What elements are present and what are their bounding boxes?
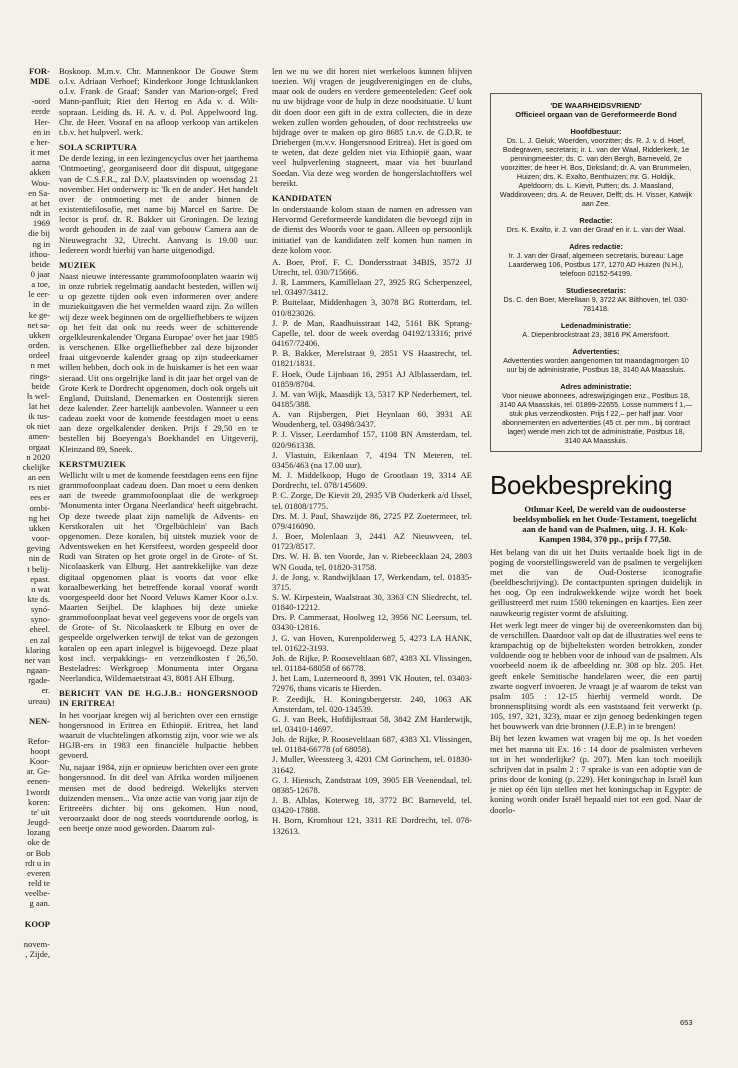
- masthead-sections: [499, 127, 693, 445]
- strip-fragment: voor-: [31, 533, 50, 544]
- eritrea-continued: [272, 66, 472, 188]
- strip-fragment: Refor-: [27, 735, 50, 746]
- masthead-section-heading: Advertenties:: [572, 347, 620, 356]
- candidate-address: Drs. P. Cammeraat, Hoolweg 12, 3956 NC Leersum, tel. 03430-12816.: [272, 612, 472, 633]
- strip-spacer: [0, 929, 50, 939]
- strip-fragment: nin de: [28, 553, 50, 564]
- candidate-address: M. J. Middelkoop, Hugo de Grootlaan 19, 3314 AE Dordrecht, tel. 078/145609.: [272, 470, 472, 491]
- review-paragraph: Het werk legt meer de vinger bij de overeenkomsten dan bij de verschillen. Daardoor valt op dat de illustraties wel eens te krampachtig op de bijbelteksten worden betrokken, zonder voldoende oog te hebben voor de inhoud van de psalmen. Als voorbeeld noem ik de afbeelding nr. 308 op blz. 205. Het geeft enkele Semitische handelaren weer, die een partij zwarte oogverf invoeren. Je vraagt je af waarom de tekst van psalm 105 : 12-15 hierbij vermeld wordt. De bronnensplitsing wordt als een vaststaand feit verwerkt (p. 105, 197, 321, 323), maar er zijn genoeg bedenkingen tegen het bouwwerk van drie bronnen (J.E.P.) in te brengen!: [490, 619, 702, 732]
- section-heading: KERSTMUZIEK: [59, 458, 127, 469]
- candidate-address: J. de Jong, v. Randwijklaan 17, Werkendam, tel. 01835-3715.: [272, 571, 472, 592]
- paragraph: Nu, najaar 1984, zijn er opnieuw berichten over een grote hongersnood. In dit deel van Afrika worden miljoenen mensen met de dood bedreigd. Wekelijks sterven duizenden mensen... Via onze actie van vorig jaar zijn de Eritreeërs dichter bij ons gekomen. Hun nood, veroorzaakt door de nog steeds voortdurende oorlog, is een beetje onze nood geworden. Daarom zul-: [59, 762, 258, 834]
- strip-fragment: rs niet: [28, 482, 50, 493]
- strip-fragment: geving: [26, 543, 50, 554]
- masthead-section-text: Voor nieuwe abonnees, adreswijzigingen enz., Postbus 18, 3140 AA Maassluis, tel. 01899-22655. Losse nummers f 1,— stuk plus verzendkosten. Prijs f 22,– per half jaar. Voor abonnementen en advertenties (45 ct. per mm., bij contract lager) wende men zich tot de administratie, Postbus 18, 3140 AA Maassluis.: [499, 391, 693, 445]
- strip-fragment: ckelijke: [22, 461, 50, 472]
- strip-fragment: rings-: [29, 370, 50, 381]
- strip-fragment: 0 jaar: [30, 268, 50, 279]
- strip-fragment: oke de: [27, 837, 50, 848]
- strip-fragment: 1wordt: [25, 786, 50, 797]
- candidate-address: G. J. Hiensch, Zandstraat 109, 3905 EB Veenendaal, tel. 08385-12678.: [272, 774, 472, 795]
- candidate-address: H. Born, Kromhout 121, 3311 RE Dordrecht, tel. 078-132613.: [272, 815, 472, 836]
- strip-fragment: , Zijde,: [25, 948, 50, 959]
- strip-fragment: t belij-: [27, 563, 50, 574]
- masthead-section-heading: Adres administratie:: [560, 382, 632, 391]
- candidate-address: J. Boer, Molenlaan 3, 2441 AZ Nieuwveen, tel. 01723/8517.: [272, 531, 472, 552]
- column-1: [59, 66, 258, 1011]
- strip-fragment: Her-: [34, 116, 50, 127]
- strip-fragment: en in: [33, 126, 50, 137]
- review-paragraph: Bij het lezen kwamen wat vragen bij me op. Is het voeden met het manna uit Ex. 16 : 14 door de psalmisten verheven tot in het wonderlijke? (p. 207). Men kan toch moeilijk schrijven dat in psalm 2 : 7 sprake is van een adoptie van de prins door de koning (p. 229). Het koningschap in Israël kun je niet op één lijn stellen met het koningschap in Egypte: de koning wordt onder Israël bepaald niet tot een god. Naar de doorlo-: [490, 733, 702, 815]
- strip-fragment: die bij: [28, 228, 50, 239]
- strip-fragment: ng in: [32, 238, 50, 249]
- strip-fragment: orgaat: [28, 441, 50, 452]
- strip-fragment: ke ge-: [28, 309, 50, 320]
- masthead-section-text: Ir. J. van der Graaf, algemeen secretaris, bureau: Lage Laarderweg 106, Postbus 177, 1270 AD Huizen (N.H.), telefoon 02152-54199.: [508, 251, 684, 278]
- strip-fragment: ls wel-: [26, 390, 50, 401]
- strip-fragment: ithou-: [29, 248, 50, 259]
- strip-fragment: akken: [29, 167, 50, 178]
- strip-fragment: ik tus-: [28, 411, 50, 422]
- strip-fragment: synó-: [30, 604, 50, 615]
- candidate-address: P. J. Visser, Leerdamhof 157, 1108 BN Amsterdam, tel. 020/961338.: [272, 429, 472, 450]
- candidate-address: J. P. de Man, Raadhuisstraat 142, 5161 BK Sprang-Capelle, tel. door de week overdag 04192/13316; privé 04167/72406.: [272, 317, 472, 349]
- strip-fragment: ner van: [24, 654, 50, 665]
- strip-fragment: ureau): [28, 695, 50, 706]
- candidate-address: J. het Lam, Luzerneoord 8, 3991 VK Houten, tel. 03403-72976, thans vicaris te Hierden.: [272, 673, 472, 694]
- masthead-section-heading: Ledenadministratie:: [560, 321, 632, 330]
- strip-fragment: NEN-: [28, 715, 50, 726]
- strip-spacer: [0, 86, 50, 96]
- strip-fragment: n wat: [31, 583, 50, 594]
- strip-fragment: it met: [30, 147, 50, 158]
- strip-fragment: beide: [31, 380, 50, 391]
- section-heading: MUZIEK: [59, 259, 97, 270]
- strip-fragment: ndt in: [30, 208, 50, 219]
- strip-fragment: Wou-: [31, 177, 50, 188]
- strip-fragment: -oord: [31, 96, 50, 107]
- review-book-info: Othmar Keel, De wereld van de oudoosterse beeldsymboliek en het Oude-Testament, toegelicht aan de hand van de Psalmen, uitg. J. H. Kok-Kampen 1984, 370 pp., prijs f 77,50.: [513, 504, 697, 545]
- strip-fragment: ombi-: [29, 502, 50, 513]
- strip-fragment: ukken: [28, 329, 50, 340]
- strip-fragment: hoopt: [30, 746, 50, 756]
- candidate-address: P. Zeedijk, H. Koningsbergerstr. 240, 1063 AK Amsterdam, tel. 020-134539.: [272, 693, 472, 714]
- masthead-title: 'DE WAARHEIDSVRIEND': [550, 101, 642, 110]
- strip-fragment: 1969: [32, 218, 50, 229]
- strip-fragment: n met: [30, 360, 50, 371]
- strip-fragment: ees er: [30, 492, 50, 503]
- strip-fragment: eenen-: [27, 776, 50, 787]
- candidate-address: J. R. Lammers, Kamillelaan 27, 3925 RG Scherpenzeel, tel. 03497/3412.: [272, 277, 472, 298]
- strip-fragment: ar. Ge-: [26, 766, 50, 777]
- strip-fragment: reld te: [28, 878, 50, 889]
- review-body: [490, 547, 702, 815]
- candidate-address: S. W. Kirpestein, Waalstraat 30, 3363 CN Sliedrecht, tel. 01840-12212.: [272, 591, 472, 613]
- strip-fragment: e her-: [30, 136, 50, 147]
- strip-fragment: g aan.: [29, 898, 50, 909]
- masthead-section-heading: Hoofdbestuur:: [570, 127, 622, 136]
- candidate-address: Joh. de Rijke, P. Rooseveltlaan 687, 4383 XL Vlissingen, tel. 01184-66778 (of 68058).: [272, 734, 472, 755]
- strip-fragment: a toe,: [31, 279, 50, 290]
- strip-fragment: orden.: [28, 340, 50, 351]
- strip-fragment: eheel.: [29, 624, 50, 635]
- column-3: [490, 66, 702, 1056]
- paragraph: In het voorjaar kregen wij al berichten over een ernstige hongersnood in Eritrea en Ethiopië. Eritrea, het land waaruit de vluchtelingen afkomstig zijn, voor wie we als HGJB-ers in 1983 een financiële hulpactie hebben gevoerd.: [59, 709, 258, 761]
- masthead-subtitle: Officieel orgaan van de Gereformeerde Bond: [515, 110, 677, 119]
- strip-fragment: lozang: [27, 827, 50, 838]
- page-number: 653: [680, 1018, 693, 1027]
- masthead-section-text: A. Diepenbrockstraat 23, 3816 PK Amersfoort.: [522, 330, 670, 339]
- strip-fragment: Koor-: [29, 756, 50, 767]
- paragraph: Naast nieuwe interessante grammofoonplaten waarin wij in onze rubriek regelmatig aandacht besteden, willen wij u op gezette tijden ook even informeren over andere muziekuitgaven die het vermelden waard zijn. Zo willen wij deze week beginnen om de orgelliefhebbers te wijzen op het feit dat ook nu reeds weer de schitterende orgelkleurenkalender 'Organa Europae' over het jaar 1985 is verschenen. Elke orgelliefhebber zal deze bijzonder fraai uitgevoerde kalender graag op zijn studeerkamer willen hebben, doch ook in de huiskamer is het een waar sieraad. Uit ons orgelrijke land is dit jaar het orgel van de Grote Kerk te Dordrecht opgenomen, doch ook orgels uit England, Duitsland, Denemarken en Oostenrijk sieren deze kalender. Zeer hartelijk aanbevolen. Wanneer u een cadeau zoekt voor de komende feestdagen moet u eens aan deze orgelkalender denken. Prijs f 29,50 en te bestellen bij Boeyenga's Boekhandel en Uitgeverij, Kleinzand 89, Sneek.: [59, 270, 258, 454]
- strip-fragment: er.: [41, 685, 50, 696]
- strip-fragment: epast.: [30, 573, 50, 584]
- paragraph: Wellicht wilt u met de komende feestdagen eens een fijne grammofoonplaat cadeau doen. Dan moet u eens denken aan de tweede grammofoonplaat die de werkgroep 'Monumenta inter Organa Neerlandica' heeft uitgebracht. Op deze tweede plaat zijn namelijk de Advents- en Kerstkoralen uit het 'Orgelbüchlein' van Bach opgenomen. Deze koralen, bij uitstek muziek voor de Adventsweken en het Kerstfeest, worden gespeeld door Rudi van Straten op het grote orgel in de Grote- of St. Nicolaaskerk van Elburg. Het aantrekkelijke van deze digitaal opgenomen plaat is voorts dat voor elke koraalbewerking het betreffende koraal vooraf wordt voorgespeeld door het Noord Veluws Kamer Koor o.l.v. Maarten Seijbel. De klaphoes bij deze unieke grammofoonplaat bevat veel gegevens voor de orgels van de Grote- of St. Nicolaaskerk te Elburg en over de gespeelde orgelwerken terwijl de tekst van de gezongen koralen op een apart inlegvel is bijgevoegd. Deze plaat kost incl. verpakkings- en verzendkosten f 26,50. Besteladres: Werkgroep Monumenta inter Organa Neerlandica, Wildemaetstraat 43, 8081 AH Elburg.: [59, 469, 258, 684]
- candidate-address: A. Boer, Prof. F. C. Dondersstraat 34BIS, 3572 JJ Utrecht, tel. 030/715666.: [272, 256, 472, 277]
- strip-fragment: aarna: [31, 157, 50, 168]
- strip-fragment: ukken: [28, 522, 50, 533]
- candidate-address: Drs. W. H. B. ten Voorde, Jan v. Riebeecklaan 24, 2803 WN Gouda, tel. 01820-31758.: [272, 551, 472, 572]
- candidate-address: P. C. Zorge, De Kievit 20, 2935 VB Ouderkerk a/d IJssel, tel. 01808/1775.: [272, 490, 472, 511]
- candidate-address: F. Hoek, Oude Lijnbaan 16, 2951 AJ Alblasserdam, tel. 01859/8704.: [272, 368, 472, 389]
- strip-fragment: te' uit: [31, 806, 50, 817]
- kandidaten-intro: In onderstaande kolom staan de namen en adressen van Hervormd Gereformeerde kandidaten die bevoegd zijn in de dienst des Woords voor te gaan. Alleen op persoonlijk initiatief van de kandidaten zelf komen hun namen in deze kolom voor.: [272, 204, 472, 255]
- strip-fragment: syno-: [30, 614, 50, 625]
- strip-fragment: le eer-: [28, 289, 50, 300]
- candidate-address: G. J. van Beek, Hofdijkstraat 58, 3842 ZM Harderwijk, tel. 03410-14697.: [272, 713, 472, 734]
- strip-fragment: eerde: [31, 106, 50, 117]
- candidate-address: A. van Rijsbergen, Piet Heynlaan 60, 3931 AE Woudenberg, tel. 03498/3437.: [272, 409, 472, 430]
- candidate-address: Joh. de Rijke, P. Rooseveltlaan 687, 4383 XL Vlissingen, tel. 01184-68058 of 66778.: [272, 652, 472, 674]
- strip-fragment: rgade-: [28, 675, 50, 686]
- strip-fragment: en zal: [29, 634, 50, 645]
- strip-fragment: MDE: [29, 76, 50, 87]
- strip-fragment: at het: [31, 197, 50, 208]
- candidate-address-list: [272, 257, 472, 836]
- strip-fragment: koren:: [28, 796, 50, 807]
- strip-fragment: ng het: [28, 512, 50, 523]
- masthead-section-text: Drs. K. Exalto, ir. J. van der Graaf en ir. L. van der Waal.: [506, 225, 686, 234]
- strip-fragment: Jeugd-: [27, 817, 50, 828]
- strip-fragment: in de: [33, 299, 50, 310]
- masthead-section-heading: Redactie:: [579, 216, 613, 225]
- candidate-address: P. Buitelaar, Middenhagen 3, 3078 BG Rotterdam, tel. 010/823026.: [272, 297, 472, 318]
- strip-fragment: ok niet: [26, 421, 50, 432]
- masthead-box: [490, 93, 702, 452]
- strip-fragment: klaring: [25, 644, 50, 655]
- masthead-section-text: Advertenties worden aangenomen tot maandagmorgen 10 uur bij de administratie, Postbus 18, 3140 AA Maassluis.: [503, 356, 689, 374]
- strip-fragment: everen: [27, 867, 50, 878]
- kandidaten-heading: KANDIDATEN: [272, 192, 333, 203]
- candidate-address: Drs. M. J. Paul, Shawzijde 86, 2725 PZ Zoetermeer, tel. 079/416090.: [272, 510, 472, 531]
- candidate-address: J. Vlastuin, Eikenlaan 7, 4194 TN Meteren, tel. 03456/463 (na 17.00 uur).: [272, 449, 472, 470]
- candidate-address: J. B. Alblas, Koterweg 18, 3772 BC Barneveld, tel. 03420-17888.: [272, 795, 472, 816]
- strip-fragment: net sa-: [27, 319, 50, 330]
- strip-fragment: ngaan-: [26, 665, 50, 676]
- strip-fragment: en Sa-: [28, 187, 50, 198]
- strip-fragment: FOR-: [28, 66, 50, 76]
- column-2: [272, 66, 472, 1011]
- strip-fragment: novem-: [23, 938, 50, 949]
- strip-fragment: lat het: [28, 401, 50, 411]
- candidate-address: P. B. Bakker, Merelstraat 9, 2851 VS Haastrecht, tel. 01821/1831.: [272, 348, 472, 369]
- strip-fragment: kte ds.: [27, 593, 50, 604]
- candidate-address: J. M. van Wijk, Maasdijk 13, 5317 KP Nederhemert, tel. 04185/388.: [272, 388, 472, 409]
- paragraph: Boskoop. M.m.v. Chr. Mannenkoor De Gouwe Stem o.l.v. Adriaan Verhoef; Kinderkoor Jonge Ichtusklanken o.l.v. Frank de Graaf; Sander van Marion-orgel; Fred Mann-panfluit; Riet den Hertog en Ada v. d. Wilt-sopraan. Leiding ds. H. A. v. d. Pol. Appelwoord Ing. Chr. de Heer. Vooraf en na afloop verkoop van artikelen t.b.v. het hulpverl. werk.: [59, 66, 258, 137]
- strip-fragment: veelbe-: [24, 888, 50, 899]
- strip-fragment: an een: [27, 472, 50, 483]
- masthead-section-heading: Adres redactie:: [569, 242, 623, 251]
- review-paragraph: Het belang van dit uit het Duits vertaalde boek ligt in de poging de voorstellingswereld van de psalmen te vergelijken met die van de Oud-Oosterse iconografie (beeldbeschrijving). De contactpunten springen duidelijk in het oog. Op een indrukwekkende wijze wordt het boek geïllustreerd met ruim 1500 tekeningen en kaartjes. Een zeer nauwkeurig register vormt de afsluiting.: [490, 546, 702, 618]
- strip-spacer: [0, 909, 50, 919]
- strip-fragment: amen-: [28, 431, 50, 442]
- masthead-section-text: Ds. L. J. Geluk, Woerden, voorzitter; ds. R. J. v. d. Hoef, Bodegraven, secretaris; ir. L. van der Waal, Ridderkerk, 1e penningmeester; ds. C. van den Bergh, Barneveld, 2e voorzitter; de heer H. Bos, Dirksland; dr. A. van Brummelen, Huizen; drs. K. Exalto, Benthuizen; mr. G. Holdijk, Apeldoorn; ds. L. Kievit, Putten; ds. J. Maasland, Waddinxveen; drs. A. de Reuver, Delft; ds. H. Visser, Katwijk aan Zee.: [499, 136, 693, 208]
- strip-fragment: KOOP: [24, 918, 50, 929]
- strip-spacer: [0, 726, 50, 736]
- paragraph: De derde lezing, in een lezingencyclus over het jaarthema 'Ontmoeting', georganiseerd door dit dispuut, uitgegane van de C.S.F.R., zal D.V. plaatsvinden op woensdag 21 november. Het onderwerp is: 'Ik en de ander'. Het handelt over de ontmoeting met de ander binnen de existentiefilosofie, met name bij Marcel en Sartre. De lector is prof. dr. R. Bakker uit Groningen. De lezing wordt gehouden in de zaal van gebouw Camera aan de Nieuwegracht 32, Utrecht. Aanvang is 19.00 uur. Iedereen wordt hierbij van harte uitgenodigd.: [59, 153, 258, 255]
- candidate-address: J. G. van Hoven, Kurenpolderweg 5, 4273 LA HANK, tel. 01622-3193.: [272, 632, 472, 653]
- candidate-address: J. Muller, Weessteeg 3, 4201 CM Gorinchem, tel. 01830-31642.: [272, 754, 472, 775]
- strip-fragment: beide: [31, 258, 50, 269]
- masthead-section-text: Ds. C. den Boer, Merellaan 9, 3722 AK Bilthoven, tel. 030-781418.: [503, 295, 689, 313]
- paragraph: len we nu we dit horen niet werkeloos kunnen blijven toezien. Wij vragen de jeugdverenigingen en de clubs, maar ook de ouders en verdere gemeenteleden: Geef ook nu uw bijdrage voor de hulp in deze noodsituatie. U kunt dit doen door een gift in de extra collecten, die in deze weken zullen worden gehouden, of door rechtstreeks uw bijdrage over te maken op giro 8685 t.n.v. de G.D.R. te Driebergen (m.v.v. Hongersnood Eritrea). Het is goed om te weten, dat deze gelden niet via Ethiopië gaan, waar veel hulpverlening stagneert, maar via het buurland Soedan. Via deze weg worden de hongerslachtoffers wel bereikt.: [272, 66, 472, 188]
- strip-fragment: n 2020: [26, 451, 50, 462]
- strip-spacer: [0, 706, 50, 716]
- review-title: Boekbespreking: [490, 470, 673, 500]
- section-heading: BERICHT VAN DE H.G.J.B.: HONGERSNOOD IN ERITREA!: [59, 688, 258, 709]
- section-heading: SOLA SCRIPTURA: [59, 142, 138, 153]
- masthead-section-heading: Studiesecretaris:: [566, 286, 626, 295]
- strip-fragment: ordeel: [28, 350, 50, 361]
- strip-fragment: rdt u in: [25, 857, 50, 868]
- left-strip-fragments: [0, 66, 50, 959]
- strip-fragment: or Bob: [26, 847, 50, 858]
